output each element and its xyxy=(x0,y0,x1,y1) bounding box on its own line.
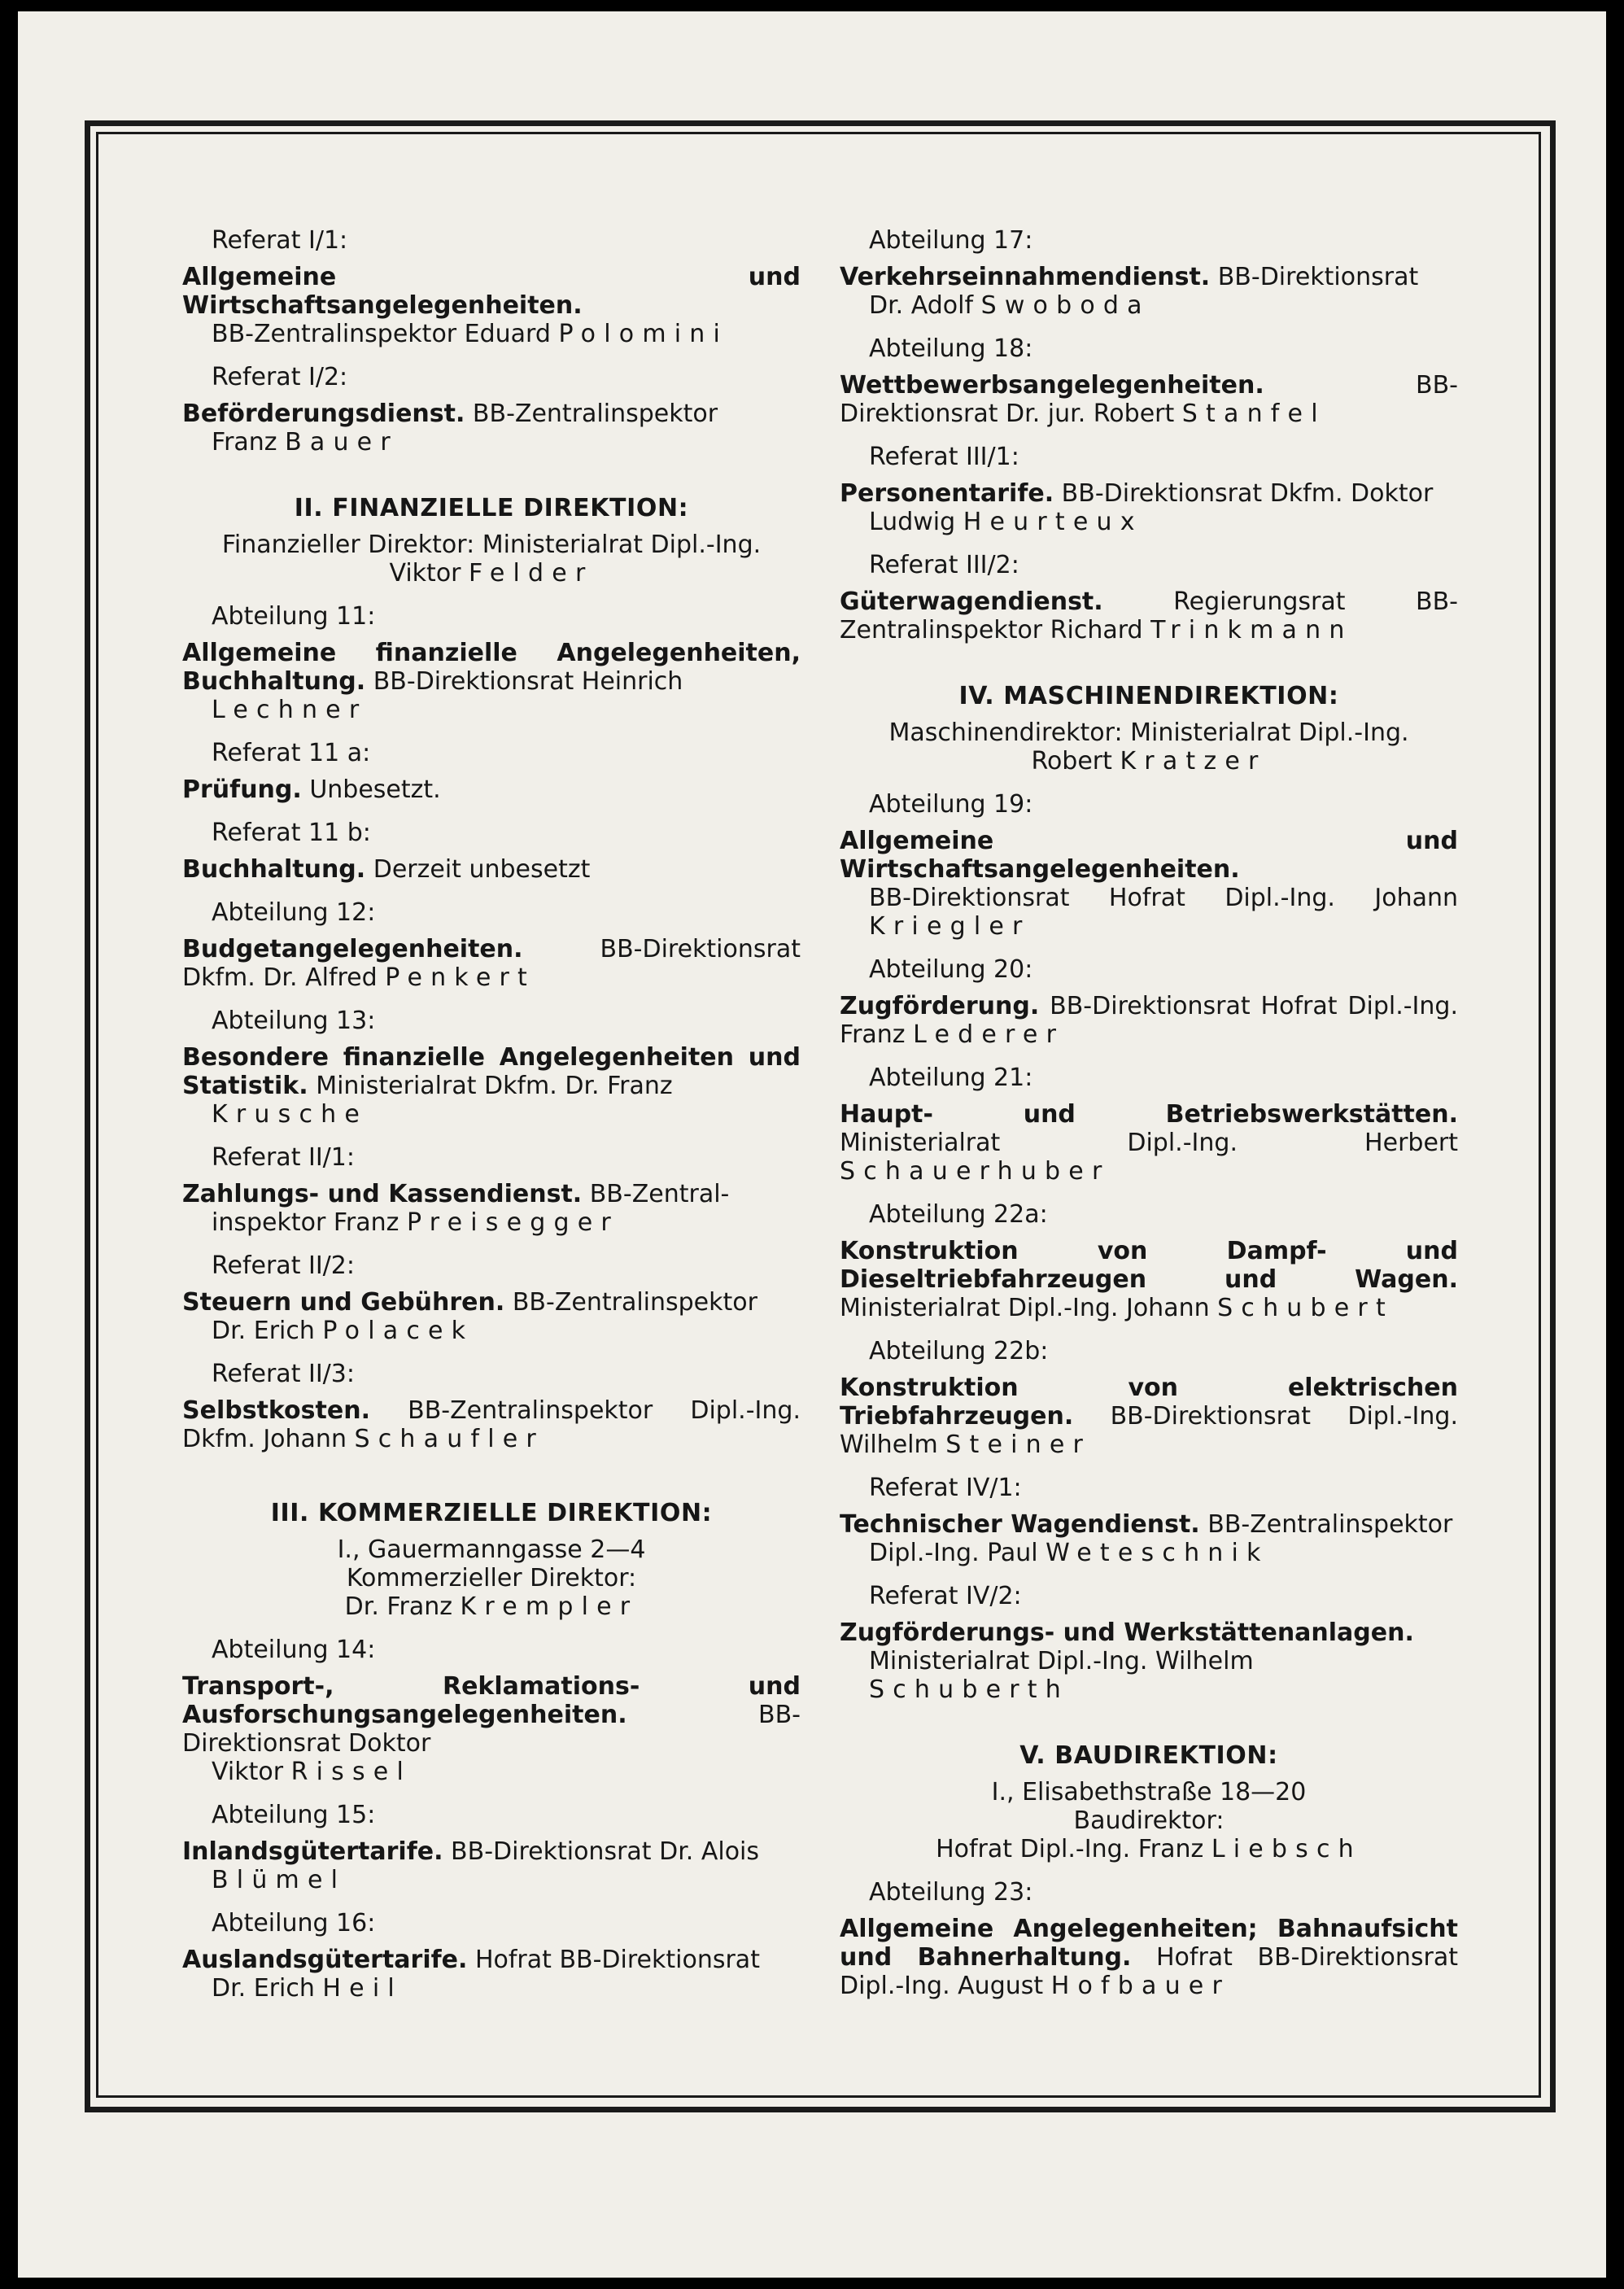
director-name: Liebsch xyxy=(1211,1835,1362,1863)
entry-title: Steuern und Gebühren. xyxy=(182,1288,505,1317)
director-name-line xyxy=(182,1592,801,1621)
director-name: Krempler xyxy=(460,1592,639,1621)
entry-referat-4-2 xyxy=(840,1582,1458,1704)
section-title-bau: V. BAUDIREKTION: xyxy=(1019,1741,1278,1770)
director-name-line xyxy=(840,747,1458,775)
entry-title: Verkehrseinnahmendienst. xyxy=(840,263,1211,291)
entry-body xyxy=(182,935,801,992)
entry-text: Ministerialrat Dipl.-Ing. Wilhelm xyxy=(869,1647,1254,1675)
entry-abteilung-21 xyxy=(840,1064,1458,1186)
entry-body xyxy=(840,1100,1458,1186)
director-first: Viktor xyxy=(389,559,469,588)
entry-body xyxy=(840,1510,1458,1567)
entry-label: Abteilung 16: xyxy=(212,1909,376,1937)
entry-text: BB-Direktionsrat Dr. Alois xyxy=(443,1837,760,1866)
section-address: I., Gauermanngasse 2—4 xyxy=(337,1535,646,1564)
entry-name: Lechner xyxy=(212,696,368,724)
entry-body xyxy=(182,855,801,884)
entry-name: Swoboda xyxy=(980,291,1150,320)
entry-text: BB-Zentralinspektor Eduard xyxy=(212,320,559,348)
entry-title: Technischer Wagendienst. xyxy=(840,1510,1200,1539)
entry-title: Zugförderung. xyxy=(840,992,1040,1020)
entry-abteilung-15 xyxy=(182,1801,801,1894)
entry-name: Schauerhuber xyxy=(840,1157,1111,1186)
entry-text: BB-Direktionsrat Dkfm. Doktor xyxy=(1054,479,1434,508)
entry-title: Allgemeine und Wirtschaftsangelegenheiten. xyxy=(182,263,801,320)
entry-referat-2-1 xyxy=(182,1143,801,1237)
director-first: Hofrat Dipl.-Ing. Franz xyxy=(936,1835,1211,1863)
entry-label: Referat I/2: xyxy=(212,363,348,391)
entry-name: Lederer xyxy=(913,1020,1065,1049)
entry-name: Heurteux xyxy=(963,508,1143,536)
director-name: Felder xyxy=(469,559,594,588)
entry-referat-11a xyxy=(182,739,801,804)
entry-text: Dr. Adolf xyxy=(869,291,981,320)
section-title-maschinen: IV. MASCHINENDIREKTION: xyxy=(958,682,1339,710)
director-line: Finanzieller Direktor: Ministerialrat Dipl.-Ing. xyxy=(221,531,762,559)
entry-text: Hofrat BB-Direktionsrat xyxy=(467,1946,760,1974)
director-line: Maschinendirektor: Ministerialrat Dipl.-Ing. xyxy=(888,719,1409,747)
entry-label: Referat III/2: xyxy=(869,551,1019,579)
entry-text: BB-Zentralinspektor Dipl.-Ing. xyxy=(369,1396,801,1425)
entry-name: Preisegger xyxy=(406,1208,619,1237)
entry-text: BB-Direktionsrat xyxy=(1210,263,1419,291)
entry-label: Abteilung 14: xyxy=(212,1636,376,1664)
entry-label: Abteilung 22a: xyxy=(869,1200,1048,1229)
entry-text: Dr. Erich xyxy=(212,1317,323,1345)
entry-title: Zahlungs- und Kassendienst. xyxy=(182,1180,583,1208)
entry-label: Referat II/2: xyxy=(212,1252,355,1280)
entry-referat-1-2 xyxy=(182,363,801,456)
entry-referat-11b xyxy=(182,819,801,884)
entry-title: Budgetangelegenheiten. xyxy=(182,935,523,963)
entry-title: Transport-, Reklamations- und Ausforschungsangelegenheiten. xyxy=(182,1672,801,1729)
entry-name: Trinkmann xyxy=(1150,616,1353,644)
entry-name: Schubert xyxy=(1217,1294,1394,1322)
entry-title: Auslandsgütertarife. xyxy=(182,1946,468,1974)
entry-body xyxy=(182,1672,801,1786)
entry-referat-3-2 xyxy=(840,551,1458,644)
entry-name: Bauer xyxy=(285,428,399,456)
entry-title: Wettbewerbsangelegenheiten. xyxy=(840,371,1264,400)
section-title-finanzielle: II. FINANZIELLE DIREKTION: xyxy=(294,494,689,522)
entry-referat-2-2 xyxy=(182,1252,801,1345)
entry-abteilung-16 xyxy=(182,1909,801,2003)
entry-abteilung-22a xyxy=(840,1200,1458,1322)
entry-abteilung-13 xyxy=(182,1007,801,1129)
entry-label: Referat II/3: xyxy=(212,1360,355,1388)
entry-body xyxy=(840,1237,1458,1322)
entry-text: BB-Zentralinspektor xyxy=(1199,1510,1453,1539)
entry-name: Krusche xyxy=(212,1100,369,1129)
entry-label: Referat IV/1: xyxy=(869,1474,1022,1502)
entry-title: Beförderungsdienst. xyxy=(182,400,465,428)
entry-text: Ministerialrat Dipl.-Ing. Johann xyxy=(840,1294,1218,1322)
entry-body xyxy=(840,371,1458,428)
director-first: Dr. Franz xyxy=(344,1592,461,1621)
entry-title: Zugförderungs- und Werkstättenanlagen. xyxy=(840,1618,1414,1647)
entry-body xyxy=(840,263,1458,320)
entry-text: Ludwig xyxy=(869,508,963,536)
entry-name: Heil xyxy=(322,1974,403,2003)
entry-title: Konstruktion von elektrischen Triebfahrzeugen. xyxy=(840,1374,1458,1431)
entry-label: Abteilung 13: xyxy=(212,1007,376,1035)
entry-text: BB-Direktionsrat Hofrat Dipl.-Ing. Johann xyxy=(869,884,1458,912)
director-name-line xyxy=(840,1835,1458,1863)
entry-text: Ministerialrat Dipl.-Ing. Herbert xyxy=(840,1129,1458,1157)
entry-body xyxy=(182,1288,801,1345)
entry-text: Dipl.-Ing. Paul xyxy=(869,1539,1046,1567)
entry-text: BB-Direktionsrat Dr. jur. Robert xyxy=(840,371,1458,428)
right-column xyxy=(840,226,1458,2015)
entry-label: Abteilung 23: xyxy=(869,1878,1033,1907)
entry-body xyxy=(182,775,801,804)
entry-abteilung-18 xyxy=(840,334,1458,428)
entry-label: Abteilung 22b: xyxy=(869,1337,1049,1365)
entry-title: Allgemeine finanzielle Angelegenheiten, Buchhaltung. xyxy=(182,639,801,696)
entry-name: Weteschnik xyxy=(1046,1539,1269,1567)
entry-title: Haupt- und Betriebswerkstätten. xyxy=(840,1100,1458,1129)
entry-title: Inlandsgütertarife. xyxy=(182,1837,443,1866)
entry-label: Abteilung 19: xyxy=(869,790,1033,819)
entry-abteilung-17 xyxy=(840,226,1458,320)
entry-abteilung-12 xyxy=(182,898,801,992)
entry-text: Regierungsrat BB-Zentralinspektor Richard xyxy=(840,588,1458,644)
entry-body xyxy=(182,1043,801,1129)
entry-name: Steiner xyxy=(945,1431,1092,1459)
entry-name: Stanfel xyxy=(1181,400,1326,428)
entry-abteilung-19 xyxy=(840,790,1458,941)
entry-text: Ministerialrat Dkfm. Dr. Franz xyxy=(308,1072,673,1100)
section-address: I., Elisabethstraße 18—20 xyxy=(991,1778,1307,1806)
entry-body xyxy=(840,1618,1458,1704)
entry-text: BB-Direktionsrat Heinrich xyxy=(365,667,683,696)
entry-name: Polacek xyxy=(322,1317,474,1345)
entry-abteilung-22b xyxy=(840,1337,1458,1459)
entry-text: BB-Direktionsrat Hofrat Dipl.-Ing. Franz xyxy=(840,992,1458,1049)
entry-text: Franz xyxy=(212,428,286,456)
entry-title: Güterwagendienst. xyxy=(840,588,1103,616)
entry-body xyxy=(840,1374,1458,1459)
entry-referat-2-3 xyxy=(182,1360,801,1453)
entry-name: Hofbauer xyxy=(1050,1972,1230,2000)
entry-title: Personentarife. xyxy=(840,479,1054,508)
entry-name: Blümel xyxy=(212,1866,347,1894)
entry-label: Referat I/1: xyxy=(212,226,348,255)
entry-referat-4-1 xyxy=(840,1474,1458,1567)
section-title-kommerzielle: III. KOMMERZIELLE DIREKTION: xyxy=(270,1499,713,1527)
entry-name: Rissel xyxy=(290,1758,412,1786)
entry-title: Selbstkosten. xyxy=(182,1396,370,1425)
entry-label: Referat III/1: xyxy=(869,443,1019,471)
entry-text: BB-Zentralinspektor xyxy=(504,1288,757,1317)
entry-title: Allgemeine Angelegenheiten; Bahnaufsicht und Bahnerhaltung. xyxy=(840,1915,1458,1972)
entry-body xyxy=(182,639,801,724)
entry-text: BB-Direktionsrat xyxy=(522,935,801,963)
entry-text: Dr. Erich xyxy=(212,1974,323,2003)
entry-text: Dkfm. Johann xyxy=(182,1425,355,1453)
entry-name: Schaufler xyxy=(354,1425,544,1453)
entry-label: Abteilung 18: xyxy=(869,334,1033,363)
entry-label: Abteilung 20: xyxy=(869,955,1033,984)
entry-name: Polomini xyxy=(558,320,729,348)
entry-label: Abteilung 17: xyxy=(869,226,1033,255)
left-column xyxy=(182,226,801,2017)
entry-title: Besondere finanzielle Angelegenheiten und Statistik. xyxy=(182,1043,801,1100)
director-role: Kommerzieller Direktor: xyxy=(346,1564,637,1592)
entry-body xyxy=(182,1837,801,1894)
entry-body xyxy=(840,992,1458,1049)
entry-body xyxy=(840,827,1458,941)
director-name: Kratzer xyxy=(1120,747,1267,775)
entry-body xyxy=(182,1180,801,1237)
entry-name: Penkert xyxy=(385,963,535,992)
entry-referat-3-1 xyxy=(840,443,1458,536)
entry-text: inspektor Franz xyxy=(212,1208,407,1237)
entry-label: Abteilung 11: xyxy=(212,602,376,631)
entry-title: Konstruktion von Dampf- und Dieseltriebfahrzeugen und Wagen. xyxy=(840,1237,1458,1294)
entry-title: Allgemeine und Wirtschaftsangelegenheiten. xyxy=(840,827,1458,884)
entry-abteilung-14 xyxy=(182,1636,801,1786)
entry-name: Schuberth xyxy=(869,1675,1069,1704)
entry-abteilung-20 xyxy=(840,955,1458,1049)
entry-body xyxy=(840,588,1458,644)
entry-text: Hofrat BB-Direktionsrat Dipl.-Ing. August xyxy=(840,1943,1458,2000)
entry-text: Viktor xyxy=(212,1758,291,1786)
entry-body xyxy=(840,1915,1458,2000)
entry-label: Abteilung 12: xyxy=(212,898,376,927)
entry-text: BB-Zentralinspektor xyxy=(465,400,718,428)
entry-text: BB-Direktionsrat Dipl.-Ing. Wilhelm xyxy=(840,1402,1458,1459)
entry-text: Derzeit unbesetzt xyxy=(365,855,591,884)
entry-label: Referat IV/2: xyxy=(869,1582,1022,1610)
entry-text: Dkfm. Dr. Alfred xyxy=(182,963,386,992)
entry-label: Abteilung 21: xyxy=(869,1064,1033,1092)
entry-abteilung-11 xyxy=(182,602,801,724)
entry-label: Referat 11 a: xyxy=(212,739,371,767)
entry-body xyxy=(182,1946,801,2003)
entry-referat-1-1 xyxy=(182,226,801,348)
entry-abteilung-23 xyxy=(840,1878,1458,2000)
entry-label: Referat 11 b: xyxy=(212,819,371,847)
entry-title: Prüfung. xyxy=(182,775,302,804)
entry-body xyxy=(182,400,801,456)
director-role: Baudirektor: xyxy=(1073,1806,1225,1835)
entry-label: Abteilung 15: xyxy=(212,1801,376,1829)
entry-name: Kriegler xyxy=(869,912,1031,941)
director-first: Robert xyxy=(1031,747,1120,775)
entry-body xyxy=(182,1396,801,1453)
entry-title: Buchhaltung. xyxy=(182,855,366,884)
entry-label: Referat II/1: xyxy=(212,1143,355,1172)
entry-text: BB-Zentral- xyxy=(582,1180,730,1208)
entry-body xyxy=(840,479,1458,536)
director-name-line xyxy=(182,559,801,588)
entry-body xyxy=(182,263,801,348)
entry-text: Unbesetzt. xyxy=(301,775,441,804)
entry-text: BB-Direktionsrat Doktor xyxy=(182,1701,801,1758)
